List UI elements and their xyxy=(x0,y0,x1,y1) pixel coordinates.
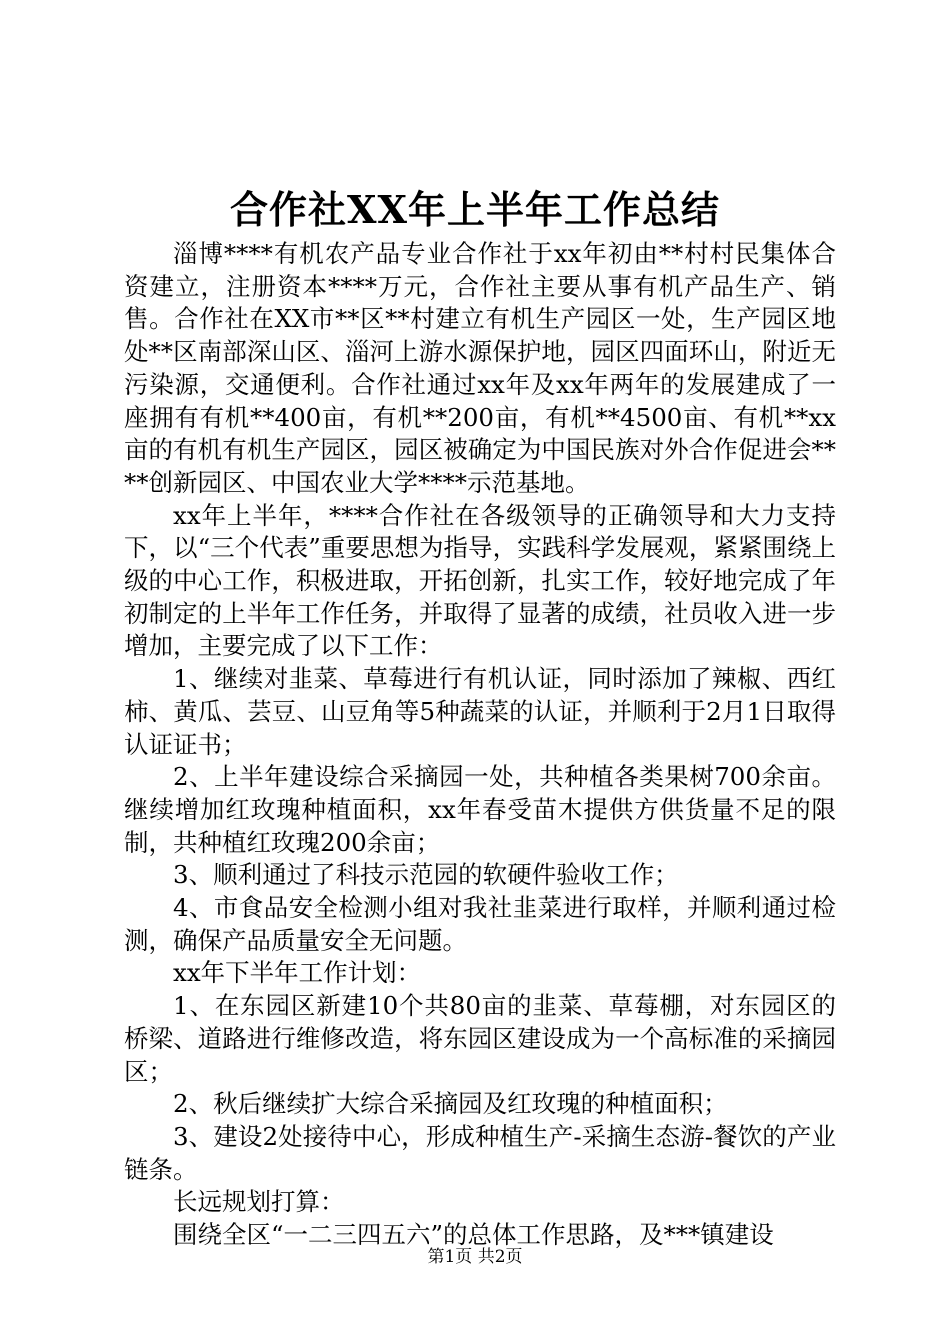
paragraph-intro: 淄博****有机农产品专业合作社于xx年初由**村村民集体合资建立，注册资本****万元，合作社主要从事有机产品生产、销售。合作社在XX市**区**村建立有机生产园区一处，生产园区地处**区南部深山区、淄河上游水源保护地，园区四面环山，附近无污染源，交通便利。合作社通过xx年及xx年两年的发展建成了一座拥有有机**400亩，有机**200亩，有机**4500亩、有机**xx亩的有机有机生产园区，园区被确定为中国民族对外合作促进会****创新园区、中国农业大学****示范基地。 xyxy=(124,239,836,497)
document-title: 合作社XX年上半年工作总结 xyxy=(230,187,720,232)
paragraph-item-4: 4、市食品安全检测小组对我社韭菜进行取样，并顺利通过检测，确保产品质量安全无问题。 xyxy=(124,893,836,955)
page-footer: 第1页 共2页 xyxy=(427,1247,523,1267)
paragraph-long-term-heading: 长远规划打算： xyxy=(173,1187,345,1217)
paragraph-long-term-text: 围绕全区“一二三四五六”的总体工作思路，及***镇建设 xyxy=(173,1220,774,1250)
document-body xyxy=(124,238,836,1252)
paragraph-plan-1: 1、在东园区新建10个共80亩的韭菜、草莓棚，对东园区的桥梁、道路进行维修改造，将东园区建设成为一个高标准的采摘园区； xyxy=(124,991,836,1086)
paragraph-second-half-heading: xx年下半年工作计划： xyxy=(173,958,422,988)
paragraph-item-3: 3、顺利通过了科技示范园的软硬件验收工作； xyxy=(173,860,679,890)
paragraph-item-2: 2、上半年建设综合采摘园一处，共种植各类果树700余亩。继续增加红玫瑰种植面积，xx年春受苗木提供方供货量不足的限制，共种植红玫瑰200余亩； xyxy=(124,762,836,857)
paragraph-plan-3: 3、建设2处接待中心，形成种植生产-采摘生态游-餐饮的产业链条。 xyxy=(124,1121,836,1184)
paragraph-plan-2: 2、秋后继续扩大综合采摘园及红玫瑰的种植面积； xyxy=(173,1089,728,1119)
paragraph-first-half-summary: xx年上半年，****合作社在各级领导的正确领导和大力支持下，以“三个代表”重要思想为指导，实践科学发展观，紧紧围绕上级的中心工作，积极进取，开拓创新，扎实工作，较好地完成了年初制定的上半年工作任务，并取得了显著的成绩，社员收入进一步增加，主要完成了以下工作： xyxy=(124,500,836,661)
paragraph-item-1: 1、继续对韭菜、草莓进行有机认证，同时添加了辣椒、西红柿、黄瓜、芸豆、山豆角等5种蔬菜的认证，并顺利于2月1日取得认证证书； xyxy=(124,664,836,759)
